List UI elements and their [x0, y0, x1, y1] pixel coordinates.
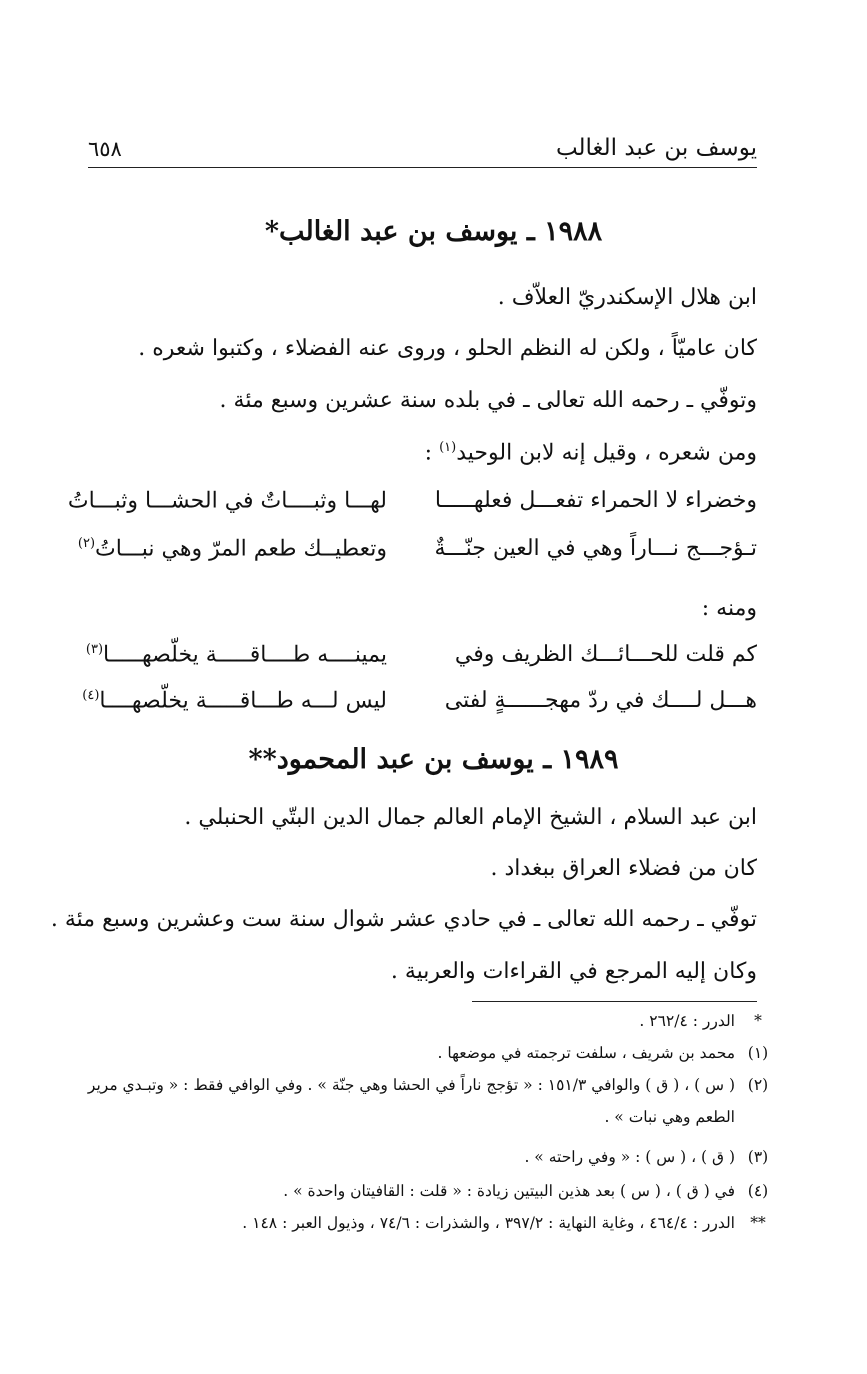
- footnote: [50, 1148, 781, 1166]
- footnote-mark: **: [750, 1214, 766, 1232]
- running-title: يوسف بن عبد الغالب: [555, 135, 757, 161]
- poem-intro-text: ومن شعره ، وقيل إنه لابن الوحيد: [456, 440, 757, 466]
- running-header: [88, 128, 757, 168]
- footnote-mark: (٤): [747, 1182, 769, 1200]
- footnote-continuation: [50, 1108, 781, 1126]
- page-number: ٦٥٨: [88, 137, 122, 161]
- verse-second-text: لهـــا وثبــــاتٌ في الحشـــا وثبـــاتُ: [67, 488, 387, 514]
- entry-paragraph: كان عاميّاً ، ولكن له النظم الحلو ، وروى عنه الفضلاء ، وكتبوا شعره .: [138, 336, 757, 361]
- verse-second-hemistich: [82, 688, 387, 713]
- entry-paragraph: ابن هلال الإسكندريّ العلاّف .: [497, 285, 757, 310]
- verse-first-hemistich: تـؤجـــج نـــاراً وهي في العين جنّـــةٌ: [434, 536, 757, 561]
- footnote-text: محمد بن شريف ، سلفت ترجمته في موضعها .: [437, 1044, 735, 1062]
- verse-line: [80, 642, 757, 676]
- verse-first-hemistich: كم قلت للحـــائـــك الظريف وفي: [454, 642, 757, 667]
- footnote-mark: *: [754, 1012, 762, 1030]
- verse-second-text: ليس لـــه طـــاقـــــة يخلّصهــــا: [99, 688, 387, 714]
- verse-second-text: يمينــــه طــــاقـــــة يخلّصهـــــا: [103, 642, 387, 668]
- entry-paragraph: وتوفّي ـ رحمه الله تعالى ـ في بلده سنة عشرين وسبع مئة .: [219, 388, 757, 413]
- verse-second-text: وتعطيــك طعم المرّ وهي نبـــاتُ: [95, 536, 387, 562]
- footnote: [50, 1182, 781, 1200]
- verse-line: [67, 488, 757, 522]
- footnote: [50, 1076, 781, 1094]
- footnote-text: الدرر : ٤٦٤/٤ ، وغاية النهاية : ٣٩٧/٢ ، والشذرات : ٧٤/٦ ، وذيول العبر : ١٤٨ .: [242, 1214, 735, 1232]
- poem-intro-tail: :: [424, 440, 440, 466]
- footnote-ref: (٤): [82, 688, 100, 703]
- entry-paragraph: وكان إليه المرجع في القراءات والعربية .: [390, 959, 757, 984]
- footnote-ref: (٣): [85, 642, 104, 657]
- entry-paragraph: توفّي ـ رحمه الله تعالى ـ في حادي عشر شوال سنة ست وعشرين وسبع مئة .: [50, 907, 757, 932]
- entry-paragraph: كان من فضلاء العراق ببغداد .: [490, 856, 757, 881]
- footnote-mark: (٢): [747, 1076, 769, 1094]
- verse-line: [80, 688, 757, 722]
- verse-second-hemistich: [78, 536, 387, 561]
- footnote-mark: (١): [747, 1044, 769, 1062]
- footnote-text: ( س ) ، ( ق ) والوافي ١٥١/٣ : « تؤجج ناراً في الحشا وهي جنّة » . وفي الوافي فقط : « وتبـدي مرير: [87, 1076, 735, 1094]
- verse-second-hemistich: [68, 488, 387, 513]
- footnote-text: الطعم وهي نبات » .: [604, 1108, 735, 1126]
- footnote-ref: (٢): [77, 536, 96, 551]
- entry-paragraph: ابن عبد السلام ، الشيخ الإمام العالم جمال الدين البتّي الحنبلي .: [184, 805, 757, 830]
- poem-intro: [80, 440, 757, 465]
- footnote-separator: [472, 1001, 757, 1002]
- verse-line: [77, 536, 757, 570]
- footnote: [50, 1044, 781, 1062]
- verse-intro: ومنه :: [701, 596, 757, 621]
- footnote-ref: (١): [439, 440, 457, 455]
- footnote: [50, 1012, 781, 1030]
- entry-heading: ١٩٨٨ ـ يوسف بن عبد الغالب*: [264, 216, 603, 247]
- verse-first-hemistich: هـــل لــــك في ردّ مهجــــــةٍ لفتى: [444, 688, 757, 713]
- footnote-text: ( ق ) ، ( س ) : « وفي راحته » .: [524, 1148, 735, 1166]
- footnote-mark: (٣): [747, 1148, 769, 1166]
- footnote-text: الدرر : ٢٦٢/٤ .: [639, 1012, 735, 1030]
- verse-second-hemistich: [86, 642, 387, 667]
- entry-heading: ١٩٨٩ ـ يوسف بن عبد المحمود**: [248, 744, 619, 775]
- verse-first-hemistich: وخضراء لا الحمراء تفعـــل فعلهـــــا: [434, 488, 757, 513]
- footnote: [50, 1214, 781, 1232]
- footnote-text: في ( ق ) ، ( س ) بعد هذين البيتين زيادة : « قلت : القافيتان واحدة » .: [283, 1182, 735, 1200]
